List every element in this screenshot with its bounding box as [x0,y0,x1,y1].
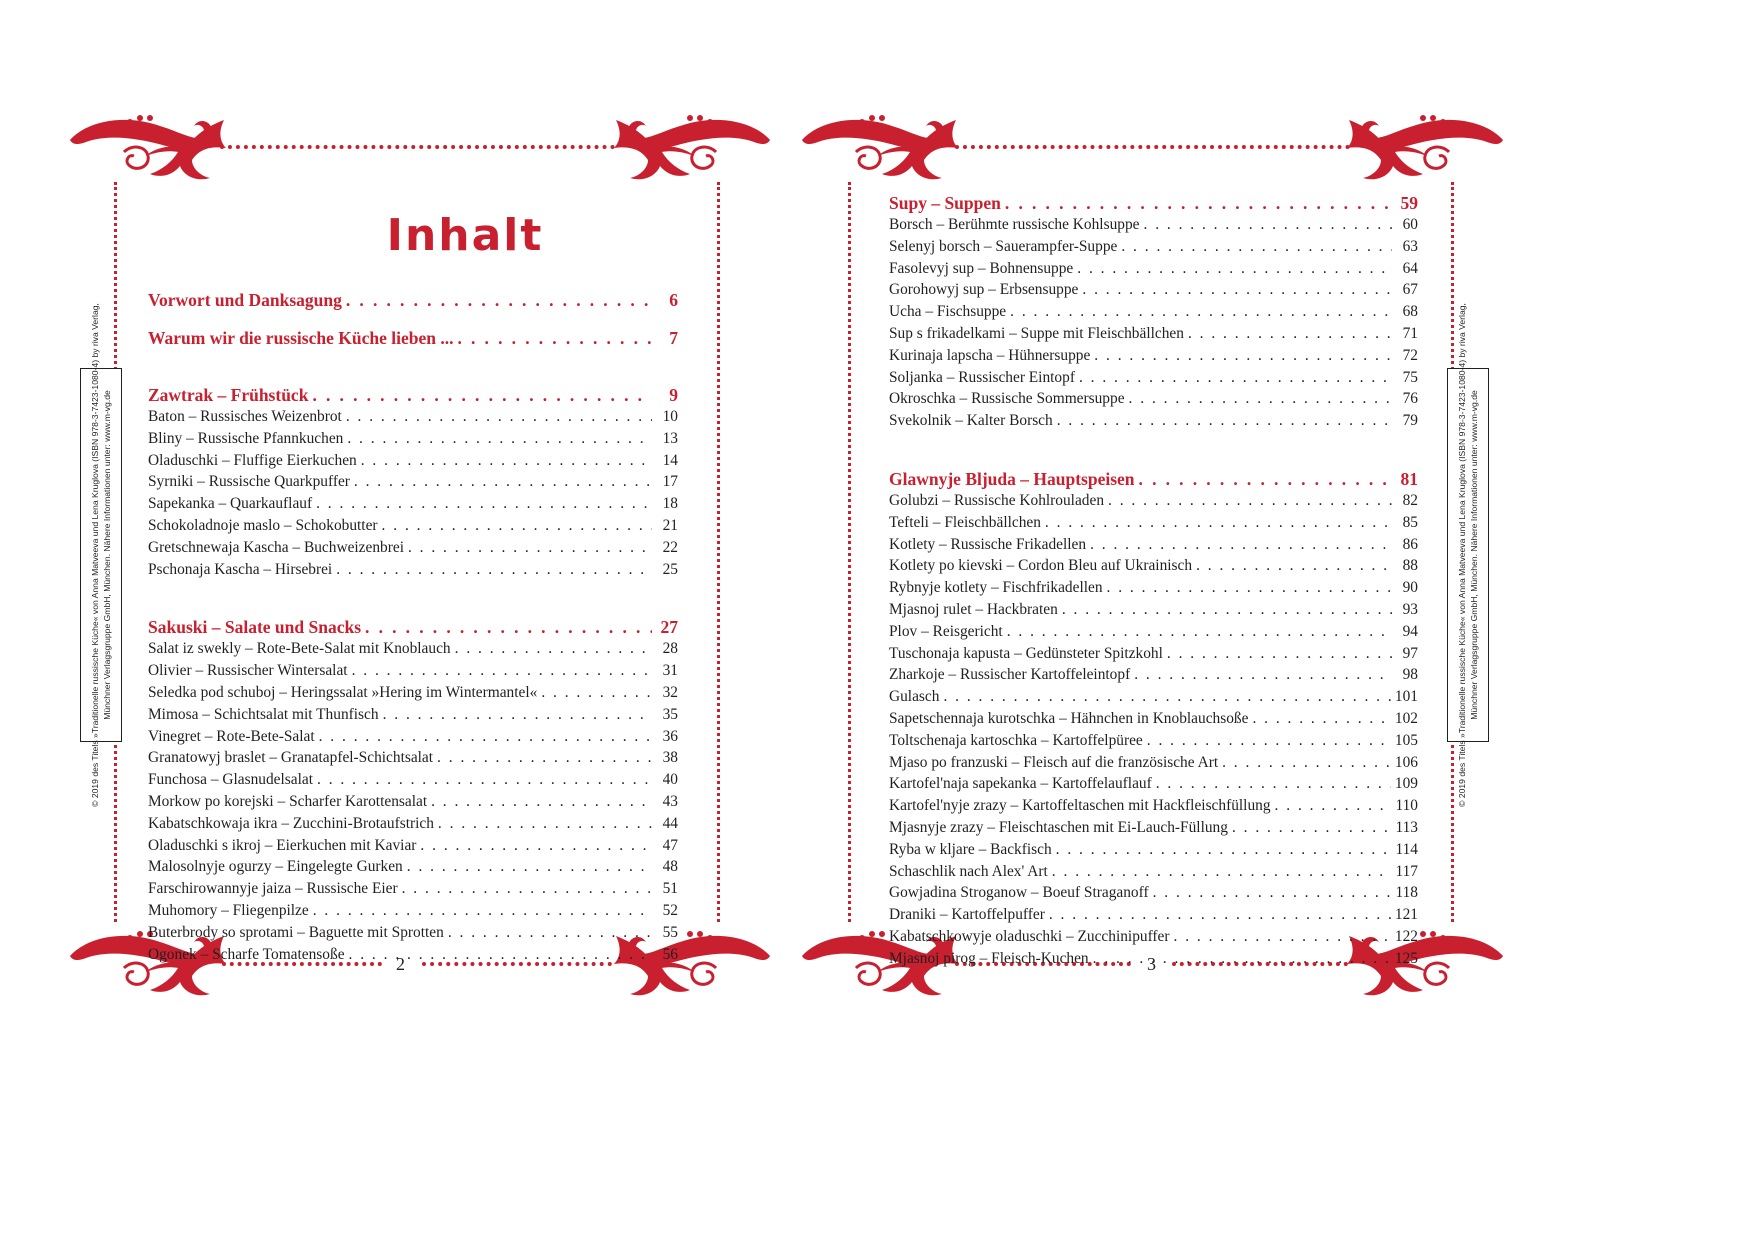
toc-section-heading[interactable]: Supy – Suppen . . . 59 [889,192,1418,214]
ornament-top-right-icon [1345,112,1505,182]
toc-entry[interactable]: Svekolnik – Kalter Borsch . . . 79 [889,410,1418,432]
copyright-box [1447,303,1489,807]
toc-entry[interactable]: Mjasnoj pirog – Fleisch-Kuchen . . . 125 [889,948,1418,970]
toc-entry[interactable]: Ogonek – Scharfe Tomatensoße . . . 56 [148,944,678,966]
toc-entry[interactable]: Sup s frikadelkami – Suppe mit Fleischbällchen . . . 71 [889,323,1418,345]
toc-section-heading[interactable]: Glawnyje Bljuda – Hauptspeisen . . . 81 [889,468,1418,490]
toc-entry[interactable]: Bliny – Russische Pfannkuchen . . . 13 [148,428,678,450]
toc-entry[interactable]: Malosolnyje ogurzy – Eingelegte Gurken . . . 48 [148,856,678,878]
toc-entry[interactable]: Tefteli – Fleischbällchen . . . 85 [889,512,1418,534]
toc-entry[interactable]: Kotlety – Russische Frikadellen . . . 86 [889,534,1418,556]
toc-entry[interactable]: Oladuschki s ikroj – Eierkuchen mit Kaviar . . . 47 [148,835,678,857]
toc-entry[interactable]: Warum wir die russische Küche lieben ... . . . 7 [148,327,678,349]
toc-entry[interactable]: Mimosa – Schichtsalat mit Thunfisch . . . 35 [148,704,678,726]
copyright-text: © 2019 des Titels »Traditionelle russische Küche« von Anna Matveeva und Lena Kruglova (ISBN 978-3-7423-1080-4) by riva Verlag, Münchner Verlagsgruppe GmbH, München. Nähere Informationen unter: www.m-vg.de [1457,303,1479,807]
toc-section-heading[interactable]: Sakuski – Salate und Snacks . . . 27 [148,616,678,638]
toc-right [889,192,1418,970]
toc-entry[interactable]: Gorohowyj sup – Erbsensuppe . . . 67 [889,279,1418,301]
toc-entry[interactable]: Farschirowannyje jaiza – Russische Eier . . . 51 [148,878,678,900]
divider [220,145,615,149]
toc-entry[interactable]: Muhomory – Fliegenpilze . . . 52 [148,900,678,922]
toc-entry[interactable]: Kartofel'nyje zrazy – Kartoffeltaschen mit Hackfleischfüllung . . . 110 [889,795,1418,817]
toc-entry[interactable]: Sapekanka – Quarkauflauf . . . 18 [148,493,678,515]
toc-entry[interactable]: Gretschnewaja Kascha – Buchweizenbrei . . . 22 [148,537,678,559]
copyright-text: © 2019 des Titels »Traditionelle russische Küche« von Anna Matveeva und Lena Kruglova (ISBN 978-3-7423-1080-4) by riva Verlag, Münchner Verlagsgruppe GmbH, München. Nähere Informationen unter: www.m-vg.de [90,303,112,807]
toc-entry[interactable]: Sapetschennaja kurotschka – Hähnchen in Knoblauchsoße . . . 102 [889,708,1418,730]
toc-entry[interactable]: Gulasch . . . 101 [889,686,1418,708]
toc-entry[interactable]: Ryba w kljare – Backfisch . . . 114 [889,839,1418,861]
toc-entry[interactable]: Ucha – Fischsuppe . . . 68 [889,301,1418,323]
copyright-box [80,303,122,807]
toc-entry[interactable]: Buterbrody so sprotami – Baguette mit Sprotten . . . 55 [148,922,678,944]
ornament-top-right-icon [612,112,772,182]
toc-entry[interactable]: Tuschonaja kapusta – Gedünsteter Spitzkohl . . . 97 [889,643,1418,665]
toc-entry[interactable]: Seledka pod schuboj – Heringssalat »Hering im Wintermantel« . . . 32 [148,682,678,704]
ornament-top-left-icon [800,112,960,182]
toc-entry[interactable]: Schokoladnoje maslo – Schokobutter . . . 21 [148,515,678,537]
toc-entry[interactable]: Syrniki – Russische Quarkpuffer . . . 17 [148,471,678,493]
toc-left [148,289,678,965]
toc-entry[interactable]: Zharkoje – Russischer Kartoffeleintopf . . . 98 [889,664,1418,686]
toc-entry[interactable]: Oladuschki – Fluffige Eierkuchen . . . 14 [148,450,678,472]
toc-entry[interactable]: Golubzi – Russische Kohlrouladen . . . 82 [889,490,1418,512]
toc-entry[interactable]: Kartofel'naja sapekanka – Kartoffelauflauf . . . 109 [889,773,1418,795]
toc-entry[interactable]: Fasolevyj sup – Bohnensuppe . . . 64 [889,258,1418,280]
page-title: Inhalt [386,210,544,261]
toc-entry[interactable]: Morkow po korejski – Scharfer Karottensalat . . . 43 [148,791,678,813]
toc-entry[interactable]: Kurinaja lapscha – Hühnersuppe . . . 72 [889,345,1418,367]
toc-entry[interactable]: Schaschlik nach Alex' Art . . . 117 [889,861,1418,883]
toc-entry[interactable]: Vinegret – Rote-Bete-Salat . . . 36 [148,726,678,748]
page-number: 2 [396,954,405,974]
toc-entry[interactable]: Vorwort und Danksagung . . . 6 [148,289,678,311]
ornament-top-left-icon [68,112,228,182]
toc-entry[interactable]: Olivier – Russischer Wintersalat . . . 31 [148,660,678,682]
toc-entry[interactable]: Kabatschkowyje oladuschki – Zucchinipuffer . . . 122 [889,926,1418,948]
toc-entry[interactable]: Mjasnoj rulet – Hackbraten . . . 93 [889,599,1418,621]
toc-entry[interactable]: Mjasnyje zrazy – Fleischtaschen mit Ei-Lauch-Füllung . . . 113 [889,817,1418,839]
toc-entry[interactable]: Draniki – Kartoffelpuffer . . . 121 [889,904,1418,926]
toc-entry[interactable]: Selenyj borsch – Sauerampfer-Suppe . . . 63 [889,236,1418,258]
toc-entry[interactable]: Kabatschkowaja ikra – Zucchini-Brotaufstrich . . . 44 [148,813,678,835]
toc-entry[interactable]: Baton – Russisches Weizenbrot . . . 10 [148,406,678,428]
border-left [848,182,851,922]
toc-entry[interactable]: Rybnyje kotlety – Fischfrikadellen . . . 90 [889,577,1418,599]
toc-entry[interactable]: Salat iz swekly – Rote-Bete-Salat mit Knoblauch . . . 28 [148,638,678,660]
toc-entry[interactable]: Okroschka – Russische Sommersuppe . . . 76 [889,388,1418,410]
toc-entry[interactable]: Borsch – Berühmte russische Kohlsuppe . . . 60 [889,214,1418,236]
toc-section-heading[interactable]: Zawtrak – Frühstück . . . 9 [148,384,678,406]
toc-entry[interactable]: Gowjadina Stroganow – Boeuf Straganoff . . . 118 [889,882,1418,904]
toc-entry[interactable]: Kotlety po kievski – Cordon Bleu auf Ukrainisch . . . 88 [889,555,1418,577]
toc-entry[interactable]: Soljanka – Russischer Eintopf . . . 75 [889,367,1418,389]
border-right [717,182,720,922]
toc-entry[interactable]: Granatowyj braslet – Granatapfel-Schichtsalat . . . 38 [148,747,678,769]
divider [955,145,1350,149]
page-number: 3 [1147,954,1156,974]
toc-entry[interactable]: Funchosa – Glasnudelsalat . . . 40 [148,769,678,791]
toc-entry[interactable]: Plov – Reisgericht . . . 94 [889,621,1418,643]
toc-entry[interactable]: Mjaso po franzuski – Fleisch auf die französische Art . . . 106 [889,752,1418,774]
toc-entry[interactable]: Toltschenaja kartoschka – Kartoffelpüree . . . 105 [889,730,1418,752]
toc-entry[interactable]: Pschonaja Kascha – Hirsebrei . . . 25 [148,559,678,581]
